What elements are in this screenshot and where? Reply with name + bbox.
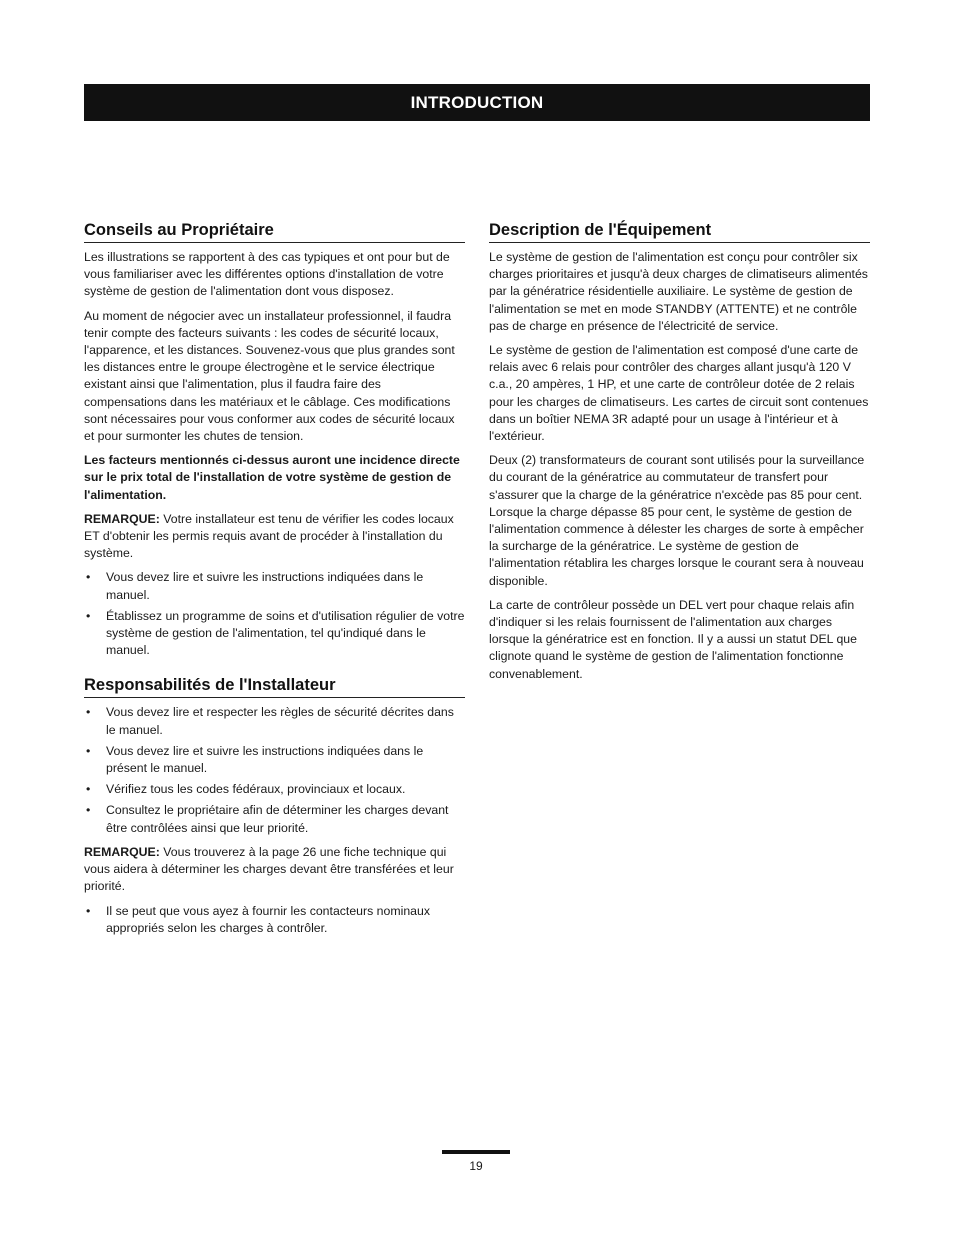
paragraph-negocier: Au moment de négocier avec un installateur professionnel, il faudra tenir compte des facteurs suivants : les codes de sécurité locaux, l'apparence, et les distances. Souvenez-vous que plus grandes sont les distances entre le groupe électrogène et le service électrique existant ainsi que l'alimentation, plus il faudra faire des compensations dans les matériaux et le câblage. Ces modifications sont nécessaires pour vous conformer aux codes de sécurité locaux et pour surmonter les chutes de tension. (84, 308, 455, 444)
list-item: • Il se peut que vous ayez à fournir les contacteurs nominaux appropriés selon les charges à contrôler. (84, 903, 465, 937)
paragraph-remarque-installateur: REMARQUE: Votre installateur est tenu de vérifier les codes locaux ET d'obtenir les permis requis avant de procéder à l'installation du système. (84, 511, 454, 561)
page-number-bar (442, 1150, 510, 1154)
list-item: • Vous devez lire et suivre les instructions indiquées dans le manuel. (84, 569, 465, 603)
list-item: • Vérifiez tous les codes fédéraux, provinciaux et locaux. (84, 781, 465, 798)
paragraph-transformateurs: Deux (2) transformateurs de courant sont utilisés pour la surveillance du courant de la génératrice au commutateur de transfert pour s'assurer que la charge de la génératrice n'excède pas 85 pour cent. Lorsque la charge dépasse 85 pour cent, le système de gestion de l'alimentation commence à délester les charges de sorte à empêcher la surcharge de la génératrice. Le système de gestion de l'alimentation rétablira les charges lorsque le courant sera à nouveau disponible. (489, 453, 865, 588)
remarque-label: REMARQUE: (84, 844, 160, 859)
page-number: 19 (469, 1159, 483, 1173)
left-column (84, 220, 465, 944)
right-column (489, 220, 870, 690)
heading-description: Description de l'Équipement (489, 220, 870, 243)
bullet-list-proprietaire (84, 569, 465, 659)
remarque-label: REMARQUE: (84, 511, 160, 526)
list-item: • Vous devez lire et suivre les instructions indiquées dans le présent le manuel. (84, 743, 465, 777)
bullet-list-installateur (84, 704, 465, 836)
paragraph-illustrations: Les illustrations se rapportent à des cas typiques et ont pour but de vous familiariser avec les différentes options d'installation de votre système de gestion de l'alimentation dont vous disposez. (84, 250, 450, 299)
section-banner (84, 84, 870, 121)
heading-conseils: Conseils au Propriétaire (84, 220, 465, 243)
list-item: • Vous devez lire et respecter les règles de sécurité décrites dans le manuel. (84, 704, 465, 738)
paragraph-remarque-fiche: REMARQUE: Vous trouverez à la page 26 une fiche technique qui vous aidera à déterminer les charges devant être transférées et leur priorité. (84, 844, 454, 894)
list-item: • Consultez le propriétaire afin de déterminer les charges devant être contrôlées ainsi que leur priorité. (84, 802, 465, 836)
section-title: INTRODUCTION (410, 92, 544, 112)
paragraph-composition: Le système de gestion de l'alimentation est composé d'une carte de relais avec 6 relais pour contrôler des charges allant jusqu'à 120 V c.a., 20 ampères, 1 HP, et une carte de contrôleur dotée de 2 relais pour les charges de climatiseurs. Les cartes de circuit sont contenues dans un boîtier NEMA 3R adapté pour un usage à l'intérieur et à l'extérieur. (489, 343, 869, 444)
bullet-list-contacteurs (84, 903, 465, 937)
list-item: • Établissez un programme de soins et d'utilisation régulier de votre système de gestion de l'alimentation, tel qu'indiqué dans le manuel. (84, 608, 465, 660)
paragraph-del: La carte de contrôleur possède un DEL vert pour chaque relais afin d'indiquer si les relais fournissent de l'alimentation aux charges lorsque la génératrice est en fonction. Il y a aussi un statut DEL que clignote quand le système de gestion de l'alimentation fonctionne convenablement. (489, 597, 857, 681)
paragraph-systeme: Le système de gestion de l'alimentation est conçu pour contrôler six charges prioritaires et jusqu'à deux charges de climatiseurs alimentés par la génératrice résidentielle auxiliaire. Le système de gestion de l'alimentation se met en mode STANDBY (ATTENTE) et ne contrôle pas de charge en présence de l'électricité de service. (489, 250, 868, 333)
paragraph-facteurs: Les facteurs mentionnés ci-dessus auront une incidence directe sur le prix total de l'installation de votre système de gestion de l'alimentation. (84, 453, 460, 502)
heading-responsabilites: Responsabilités de l'Installateur (84, 675, 465, 698)
